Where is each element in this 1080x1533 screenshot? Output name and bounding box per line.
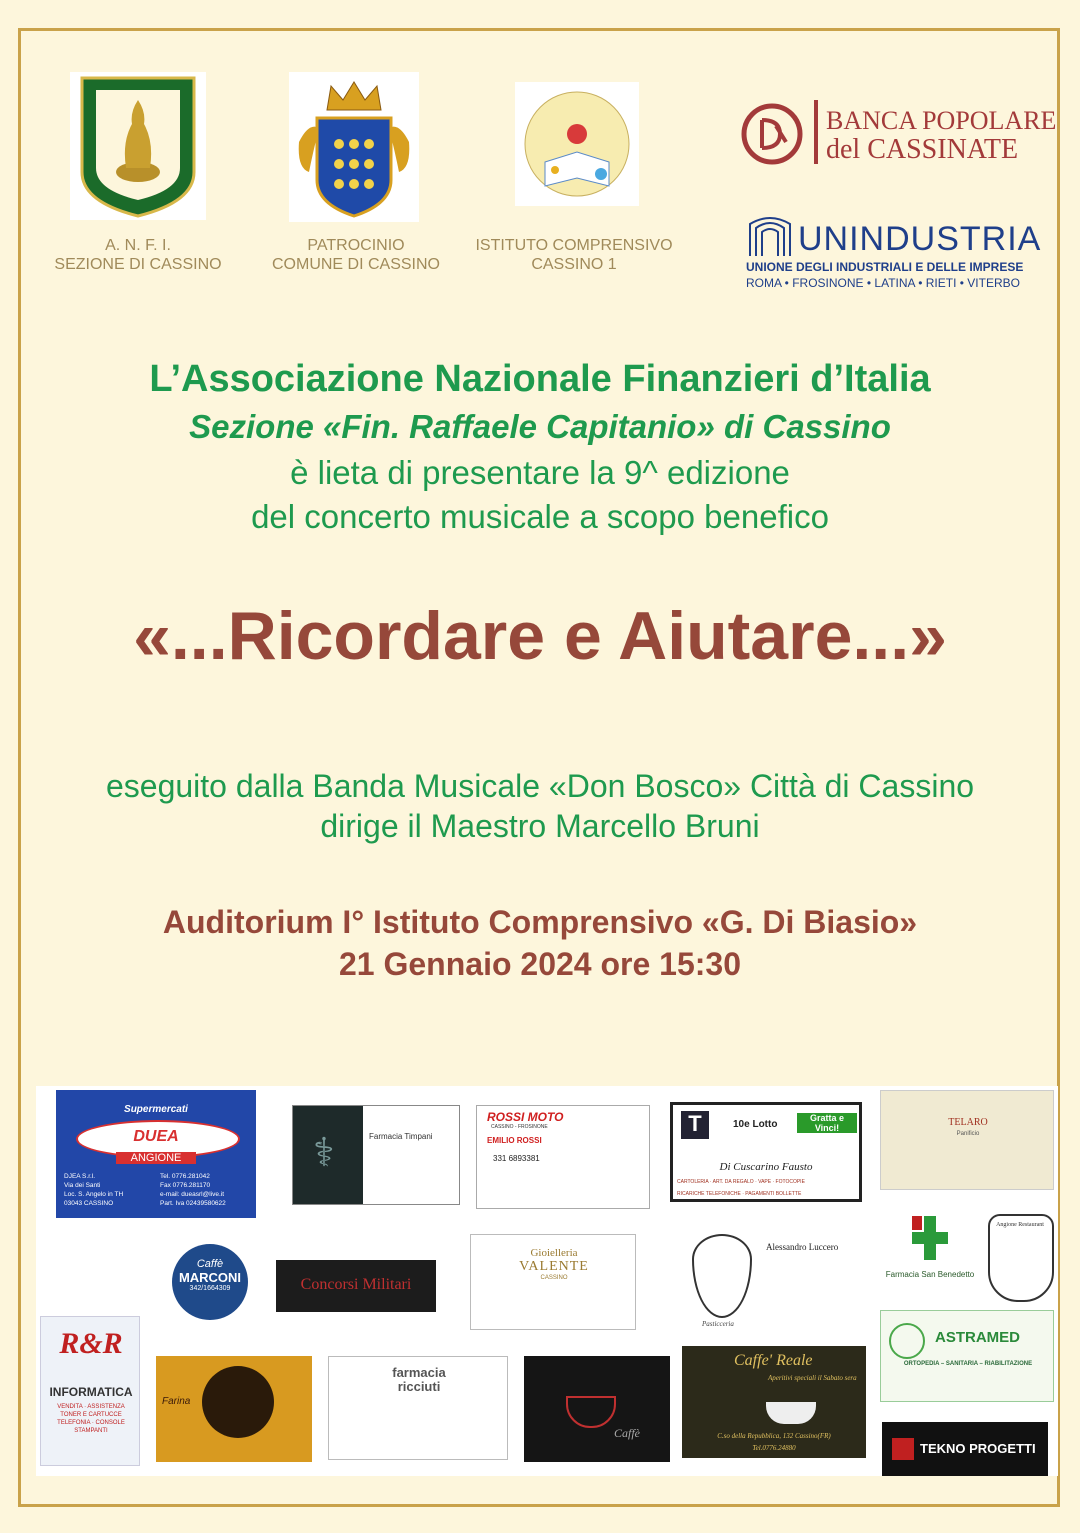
rr-brand: R&R	[59, 1327, 123, 1360]
reale-name: Caffe' Reale	[734, 1352, 813, 1369]
rossi-brand: ROSSI MOTO	[487, 1110, 564, 1124]
venue-line2: 21 Gennaio 2024 ore 15:30	[339, 946, 741, 982]
cafe-dark-name: Caffè	[614, 1426, 640, 1440]
sponsor-telaro	[880, 1090, 1054, 1190]
header-title: L’Associazione Nazionale Finanzieri d’Italia	[149, 358, 931, 400]
banca-popolare-logo	[740, 100, 1057, 166]
djea-left1: DJEA S.r.l.	[64, 1173, 96, 1180]
astramed-icon	[889, 1323, 925, 1359]
pharmacy-cross-icon	[912, 1216, 948, 1260]
sponsor-rossi-moto	[476, 1105, 650, 1209]
coffee-cup-icon	[566, 1396, 616, 1428]
comune-caption-line1: PATROCINIO	[307, 237, 405, 254]
sponsor-pasticceria	[682, 1228, 864, 1336]
tabacchi-services2: RICARICHE TELEFONICHE · PAGAMENTI BOLLETTE	[677, 1191, 802, 1197]
rossi-person: EMILIO ROSSI	[487, 1136, 542, 1145]
valente-line3: CASSINO	[540, 1275, 568, 1281]
sponsor-caffe-dark	[524, 1356, 670, 1462]
comune-caption-line2: COMUNE DI CASSINO	[271, 256, 440, 273]
djea-right1: Tel. 0776.281042	[160, 1173, 210, 1180]
anfi-logo	[70, 72, 206, 220]
banca-emblem-icon	[740, 102, 804, 166]
sponsor-caffe-marconi	[168, 1240, 252, 1328]
sponsor-angione-restaurant	[984, 1212, 1056, 1302]
concorsi-name: Concorsi Militari	[300, 1276, 412, 1293]
venue-line1: Auditorium I° Istituto Comprensivo «G. Di Biasio»	[162, 904, 918, 940]
sponsor-rr-informatica	[40, 1316, 140, 1466]
astramed-sub: ORTOPEDIA – SANITARIA – RIABILITAZIONE	[903, 1361, 1033, 1367]
telaro-brand: TELARO	[948, 1117, 988, 1128]
banca-line2: del CASSINATE	[826, 134, 1019, 165]
header-subtitle: Sezione «Fin. Raffaele Capitanio» di Cassino	[189, 408, 891, 445]
djea-sub: ANGIONE	[116, 1152, 196, 1164]
istituto-caption-line1: ISTITUTO COMPRENSIVO	[475, 237, 673, 254]
anfi-caption-line2: SEZIONE DI CASSINO	[54, 256, 222, 273]
anfi-caption	[40, 236, 236, 274]
unindustria-mark-icon	[746, 212, 794, 260]
reale-addr: C.so della Repubblica, 132 Cassino(FR)	[717, 1432, 831, 1440]
sponsor-tekno-progetti	[882, 1422, 1048, 1476]
event-title: «...Ricordare e Aiutare...»	[133, 598, 947, 674]
sponsor-tabacchi	[670, 1102, 862, 1202]
sponsor-astramed	[880, 1310, 1054, 1402]
unindustria-name: UNINDUSTRIA	[798, 220, 1042, 258]
sponsor-timpani	[292, 1105, 460, 1205]
djea-right4: Part. Iva 02439580622	[160, 1200, 226, 1207]
marconi-phone: 342/1664309	[189, 1285, 231, 1292]
telaro-sub: Panificio	[956, 1131, 980, 1137]
header-line2: del concerto musicale a scopo benefico	[251, 498, 829, 535]
rossi-phone: 331 6893381	[493, 1154, 540, 1163]
ricciuti-line1: farmacia	[392, 1365, 446, 1380]
timpani-name: Farmacia Timpani	[369, 1132, 433, 1141]
djea-brand: DUEA	[133, 1128, 179, 1145]
dolce-sub: Pasticceria	[702, 1320, 734, 1328]
istituto-logo	[515, 82, 639, 206]
anfi-caption-line1: A. N. F. I.	[105, 237, 171, 254]
performers-line2: dirige il Maestro Marcello Bruni	[320, 808, 760, 844]
sanbenedetto-name: Farmacia San Benedetto	[885, 1270, 975, 1279]
sponsor-caffe-reale	[682, 1346, 866, 1458]
marconi-line2: MARCONI	[178, 1270, 242, 1285]
performers-line1: eseguito dalla Banda Musicale «Don Bosco» Città di Cassino	[105, 768, 975, 804]
tabacchi-logo: T	[681, 1111, 709, 1139]
sponsor-concorsi-militari	[276, 1260, 436, 1312]
tekno-logo-icon	[892, 1438, 914, 1460]
marconi-line1: Caffè	[196, 1258, 224, 1270]
comune-caption	[258, 236, 454, 274]
sponsor-farina	[156, 1356, 312, 1462]
rossi-city: CASSINO - FROSINONE	[491, 1124, 548, 1130]
valente-line2: VALENTE	[519, 1259, 589, 1274]
dolce-name: Alessandro Luccero	[766, 1242, 839, 1252]
sponsor-farmacia-san-benedetto	[880, 1212, 980, 1298]
whisk-icon	[692, 1234, 752, 1318]
header-line1: è lieta di presentare la 9^ edizione	[290, 454, 790, 491]
ricciuti-line2: ricciuti	[397, 1379, 441, 1394]
unindustria-line2: ROMA • FROSINONE • LATINA • RIETI • VITERBO	[746, 276, 1020, 290]
rr-desc: VENDITA · ASSISTENZA TONER E CARTUCCE TELEFONIA · CONSOLE STAMPANTI	[57, 1404, 125, 1434]
rr-name: INFORMATICA	[49, 1385, 133, 1399]
astramed-name: ASTRAMED	[935, 1329, 1020, 1346]
sponsor-gioielleria-valente	[470, 1234, 636, 1330]
djea-left3: Loc. S. Angelo in TH	[64, 1191, 124, 1198]
istituto-caption-line2: CASSINO 1	[531, 256, 617, 273]
farina-name: Farina	[162, 1396, 191, 1407]
djea-left4: 03043 CASSINO	[64, 1200, 114, 1207]
tabacchi-lotto: 10e Lotto	[733, 1119, 778, 1130]
reale-tel: Tel.0776.24880	[752, 1444, 796, 1452]
djea-left2: Via dei Santi	[64, 1182, 101, 1189]
sponsor-djea	[56, 1090, 256, 1218]
banca-line1: BANCA POPOLARE	[826, 106, 1057, 135]
caduceus-icon: ⚕	[313, 1131, 335, 1175]
reale-sub: Aperitivi speciali il Sabato sera	[768, 1374, 857, 1382]
istituto-caption	[464, 236, 684, 274]
angione-name: Angione Restaurant	[996, 1222, 1044, 1228]
djea-right3: e-mail: dueasrl@live.it	[160, 1191, 225, 1198]
tabacchi-name: Di Cuscarino Fausto	[719, 1161, 813, 1173]
reale-cup-icon	[766, 1402, 816, 1424]
djea-right2: Fax 0776.281170	[160, 1182, 211, 1189]
tekno-name: TEKNO PROGETTI	[920, 1441, 1036, 1456]
djea-label: Supermercati	[124, 1104, 188, 1115]
sponsor-farmacia-ricciuti	[328, 1356, 508, 1460]
comune-crest-logo	[289, 72, 419, 222]
unindustria-line1: UNIONE DEGLI INDUSTRIALI E DELLE IMPRESE	[746, 260, 1024, 274]
tabacchi-gratta: Gratta e Vinci!	[797, 1113, 857, 1133]
tabacchi-services: CARTOLERIA · ART. DA REGALO · VAPE · FOTOCOPIE	[677, 1179, 805, 1185]
unindustria-logo	[746, 212, 1042, 292]
valente-line1: Gioielleria	[530, 1247, 578, 1259]
